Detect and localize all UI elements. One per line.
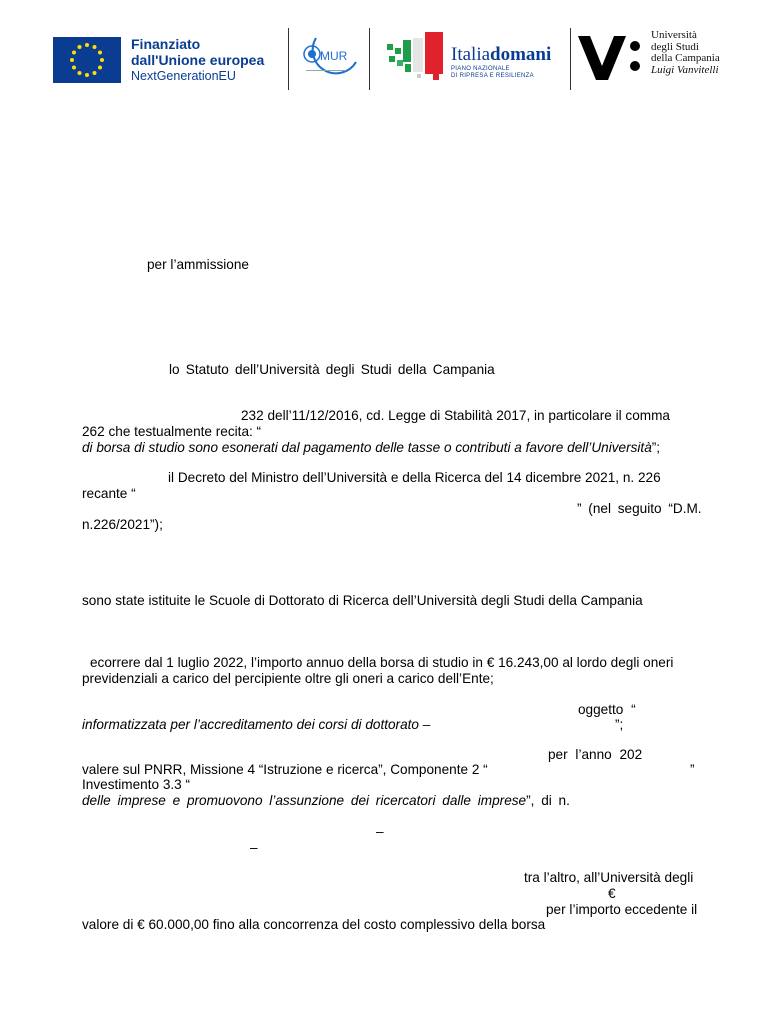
text-line: Investimento 3.3 “: [82, 777, 191, 792]
text-line: –: [250, 840, 258, 855]
mur-emblem-icon: [298, 32, 360, 84]
header-logos: [0, 0, 768, 100]
text-line: lo Statuto dell’Università degli Studi della Campania: [169, 362, 495, 377]
vanvitelli-line1: Università: [651, 29, 697, 41]
text-line: recante “: [82, 486, 136, 501]
italiadomani-logo: [385, 30, 565, 86]
text-line: tra l’altro, all’Università degli: [524, 870, 694, 885]
vanvitelli-line4: Luigi Vanvitelli: [651, 63, 719, 76]
text-line: ” (nel seguito “D.M.: [577, 501, 702, 516]
eu-logo-line2: dall'Unione europea: [131, 52, 265, 68]
text-line: n.226/2021”);: [82, 517, 163, 532]
text-line: informatizzata per l’accreditamento dei corsi di dottorato –: [82, 717, 431, 732]
eu-funding-logo: [53, 36, 273, 84]
italiadomani-flag-icon: [385, 30, 447, 86]
text-line: per l’anno 202: [548, 747, 643, 762]
eu-logo-line1: Finanziato: [131, 36, 201, 52]
vanvitelli-line3: della Campania: [651, 52, 720, 64]
text-line: 232 dell’11/12/2016, cd. Legge di Stabilità 2017, in particolare il comma: [241, 408, 670, 423]
eu-logo-line3: NextGenerationEU: [131, 69, 236, 83]
eu-flag-icon: [53, 37, 121, 83]
vanvitelli-v-mark-icon: [578, 34, 644, 80]
logo-divider: [570, 28, 571, 90]
text-line: per l’importo eccedente il: [546, 902, 698, 917]
text-line: ecorrere dal 1 luglio 2022, l’importo annuo della borsa di studio in € 16.243,00 al lordo degli oneri: [90, 655, 674, 670]
mur-label: MUR: [320, 49, 348, 63]
text-line: ”: [690, 762, 695, 777]
text-line: oggetto “: [578, 702, 636, 717]
text-line: €: [608, 886, 616, 901]
text-line: il Decreto del Ministro dell’Università e della Ricerca del 14 dicembre 2021, n. 226: [168, 470, 661, 485]
text-line: per l’ammissione: [147, 257, 249, 272]
text-line: previdenziali a carico del percipiente oltre gli oneri a carico dell’Ente;: [82, 671, 494, 686]
text-line: –: [376, 824, 384, 839]
mur-logo: [298, 32, 360, 84]
text-line: valere sul PNRR, Missione 4 “Istruzione e ricerca”, Componente 2 “: [82, 762, 488, 777]
vanvitelli-logo: [578, 30, 728, 86]
logo-divider: [369, 28, 370, 90]
text-line: sono state istituite le Scuole di Dottorato di Ricerca dell’Università degli Studi della Campania: [82, 593, 643, 608]
vanvitelli-line2: degli Studi: [651, 40, 699, 53]
text-line: ”;: [615, 717, 624, 732]
text-line: delle imprese e promuovono l’assunzione dei ricercatori dalle imprese”, di n.: [82, 793, 570, 808]
italiadomani-subtitle: PIANO NAZIONALE DI RIPRESA E RESILIENZA: [451, 66, 534, 79]
text-line: valore di € 60.000,00 fino alla concorrenza del costo complessivo della borsa: [82, 917, 546, 932]
italiadomani-name: Italiadomani: [451, 44, 552, 65]
text-line: 262 che testualmente recita: “: [82, 424, 262, 439]
logo-divider: [288, 28, 289, 90]
text-line: di borsa di studio sono esonerati dal pagamento delle tasse o contributi a favore dell’Università”;: [82, 440, 661, 455]
